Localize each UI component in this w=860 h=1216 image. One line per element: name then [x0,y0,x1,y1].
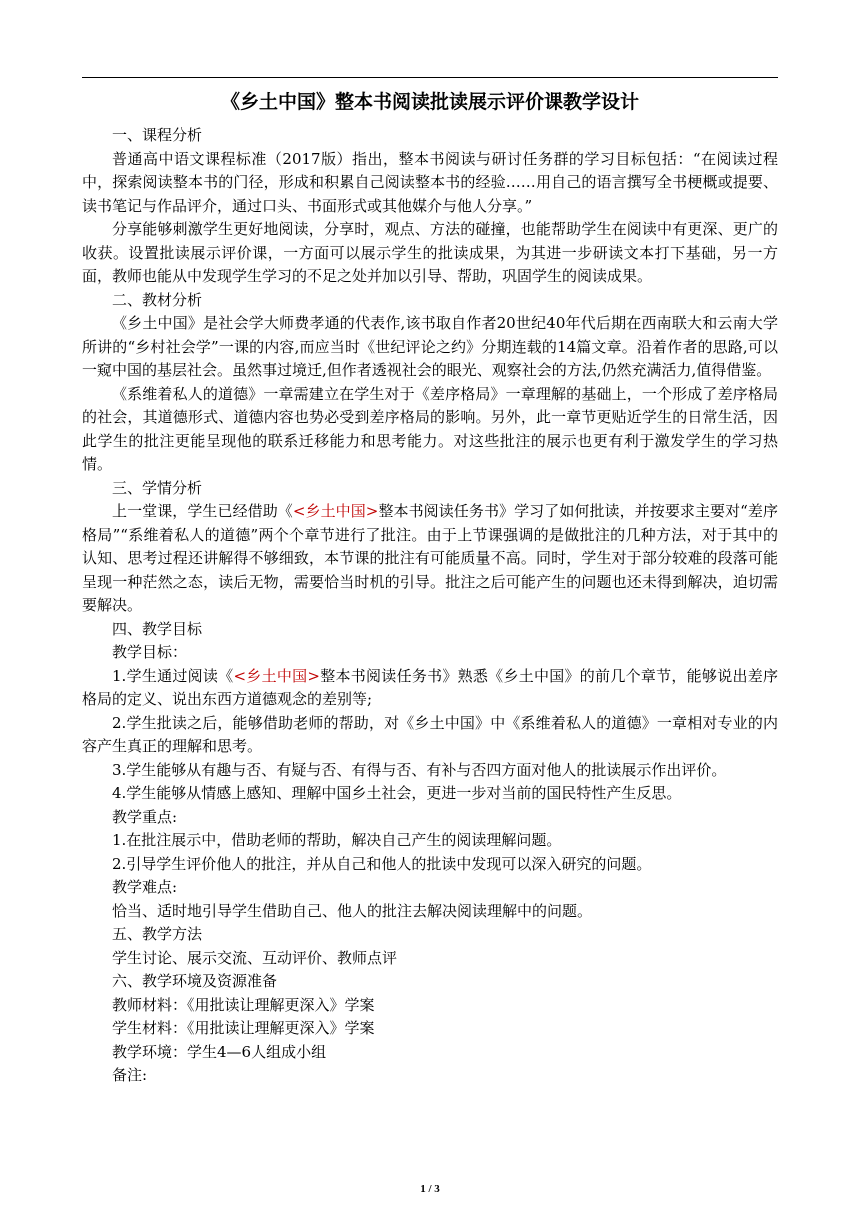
teacher-materials: 教师材料：《用批读让理解更深入》学案 [112,995,375,1014]
teaching-environment: 教学环境：学生4—6人组成小组 [112,1042,327,1061]
difficulty-item: 恰当、适时地引导学生借助自己、他人的批注去解决阅读理解中的问题。 [112,901,593,920]
heading-teaching-methods: 五、教学方法 [112,925,203,943]
paragraph: 分享能够刺激学生更好地阅读，分享时，观点、方法的碰撞，也能帮助学生在阅读中有更深、更广的收获。设置批读展示评价课，一方面可以展示学生的批读成果，为其进一步研读文本打下基础，另一方面，教师也能从中发现学生学习的不足之处并加以引导、帮助，巩固学生的阅读成果。 [82,220,778,285]
paragraph: 普通高中语文课程标准（2017版）指出，整本书阅读与研讨任务群的学习目标包括：“在阅读过程中，探索阅读整本书的门径，形成和积累自己阅读整本书的经验……用自己的语言撰写全书梗概或提要、读书笔记与作品评介，通过口头、书面形式或其他媒介与他人分享。” [82,149,778,215]
difficulty-label: 教学难点: [112,878,178,896]
heading-course-analysis: 一、课程分析 [112,126,203,144]
book-title-red: <乡土中国> [292,502,379,520]
student-materials: 学生材料：《用批读让理解更深入》学案 [112,1019,375,1037]
key-points-label: 教学重点: [112,807,178,826]
document-title: 《乡土中国》整本书阅读批读展示评价课教学设计 [220,91,639,113]
text-segment: 整本书阅读任务书》熟悉《乡土中国》的前几个章节，能够说出差序格局的定义、说出东西方道德观念的差别等; [82,666,779,708]
goal-item [82,665,778,712]
text-segment: 1.学生通过阅读《 [112,666,234,685]
key-point-item: 1.在批注展示中，借助老师的帮助，解决自己产生的阅读理解问题。 [112,831,562,849]
goals-label: 教学目标： [112,643,188,661]
key-point-item: 2.引导学生评价他人的批注，并从自己和他人的批读中发现可以深入研究的问题。 [112,854,652,873]
goal-item: 3.学生能够从有趣与否、有疑与否、有得与否、有补与否四方面对他人的批读展示作出评价。 [112,760,727,779]
note-label: 备注: [112,1066,148,1084]
page-number: 1 / 3 [420,1183,440,1195]
book-title-red: <乡土中国> [233,666,320,685]
document-body [82,124,778,1088]
heading-teaching-goals: 四、教学目标 [112,619,203,638]
goal-item: 4.学生能够从情感上感知、理解中国乡土社会，更进一步对当前的国民特性产生反思。 [112,784,682,802]
heading-environment-resources: 六、教学环境及资源准备 [112,972,278,990]
heading-student-analysis: 三、学情分析 [112,478,203,497]
goal-item: 2.学生批读之后，能够借助老师的帮助，对《乡土中国》中《系维着私人的道德》一章相对专业的内容产生真正的理解和思考。 [82,713,778,755]
text-segment: 整本书阅读任务书》学习了如何批读，并按要求主要对“差序格局”“系维着私人的道德”两个个章节进行了批注。由于上节课强调的是做批注的几种方法，对于其中的认知、思考过程还讲解得不够细致，本节课的批注有可能质量不高。同时，学生对于部分较难的段落可能呈现一种茫然之态，读后无物，需要恰当时机的引导。批注之后可能产生的问题也还未得到解决，迫切需要解决。 [82,502,778,614]
paragraph: 《乡土中国》是社会学大师费孝通的代表作,该书取自作者20世纪40年代后期在西南联大和云南大学所讲的“乡村社会学”一课的内容,而应当时《世纪评论之约》分期连载的14篇文章。沿着作者的思路,可以一窥中国的基层社会。虽然事过境迁,但作者透视社会的眼光、观察社会的方法,仍然充满活力,值得借鉴。 [82,314,778,379]
paragraph: 学生讨论、展示交流、互动评价、教师点评 [112,948,398,967]
paragraph: 《系维着私人的道德》一章需建立在学生对于《差序格局》一章理解的基础上，一个形成了差序格局的社会，其道德形式、道德内容也势必受到差序格局的影响。另外，此一章节更贴近学生的日常生活，因此学生的批注更能呈现他的联系迁移能力和思考能力。对这些批注的展示也更有利于激发学生的学习热情。 [82,384,778,473]
text-segment: 上一堂课，学生已经借助《 [112,502,293,520]
heading-textbook-analysis: 二、教材分析 [112,290,203,309]
header-rule [82,77,778,78]
paragraph [82,500,778,618]
